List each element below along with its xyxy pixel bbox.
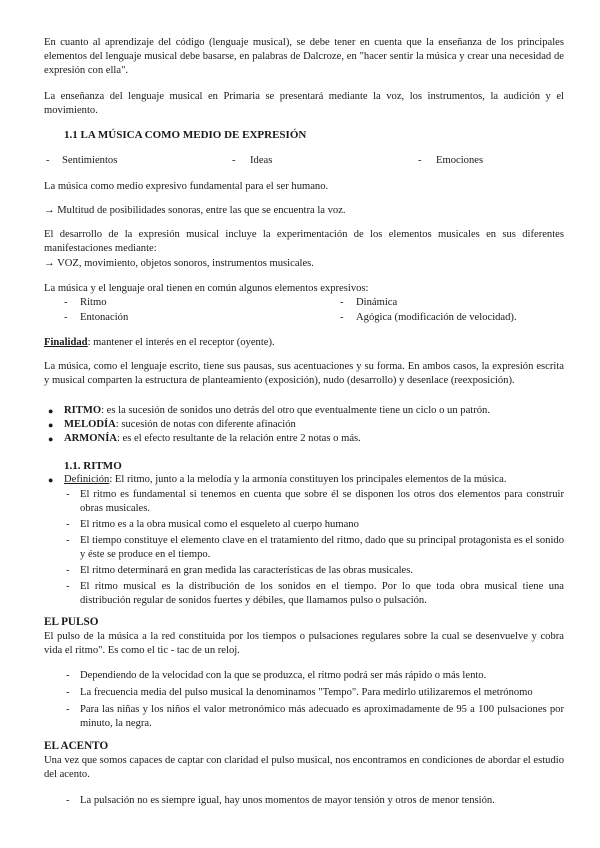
expression-types-row [44,154,564,168]
common-element-dinamica: Dinámica [356,297,398,308]
list-item: ● RITMO: es la sucesión de sonidos uno detrás del otro que eventualmente tiene un ciclo o un patrón. [48,405,491,416]
ritmo-list [44,488,564,608]
bullet-icon: ● [48,420,54,430]
intro-paragraph-2: La enseñanza del lenguaje musical en Primaria se presentará mediante la voz, los instrumentos, la audición y el movimiento. [44,91,564,116]
list-dash: - [340,312,344,323]
list-item: - El ritmo determinará en gran medida las características de las obras musicales. [66,565,413,576]
common-element-entonacion: Entonación [80,312,129,323]
common-elements-row-2 [44,311,564,325]
column-emociones: Emociones [436,155,484,166]
list-item: - Para las niñas y los niños el valor metronómico más adecuado es aproximadamente de 95 a 100 pulsaciones por minuto, la negra. [66,704,564,729]
paragraph-lenguaje-escrito: La música, como el lenguaje escrito, tiene sus pausas, sus acentuaciones y su forma. En ambos casos, la expresión escrita y musical comparten la estructura de planteamiento (exposición), nudo (desarrollo) y desenlace (reexposición). [44,361,564,386]
list-item: - El ritmo es fundamental si tenemos en cuenta que sobre él se disponen los otros dos elementos para construir obras musicales. [66,489,564,514]
acento-paragraph: Una vez que somos capaces de captar con claridad el pulso musical, nos encontramos en condiciones de abordar el estudio del acento. [44,755,564,780]
section-heading-ritmo: 1.1. RITMO [64,460,122,472]
column-dash: - [46,155,50,166]
list-item: ● MELODÍA: sucesión de notas con diferente afinación [48,419,296,430]
list-item: - La pulsación no es siempre igual, hay unos momentos de mayor tensión y otros de menor tensión. [66,795,495,806]
finalidad-text: : mantener el interés en el receptor (oyente). [87,337,275,348]
column-ideas: Ideas [250,155,273,166]
paragraph-medio-expresivo: La música como medio expresivo fundamental para el ser humano. [44,181,329,192]
ritmo-definition [44,473,564,487]
bullet-icon: ● [48,434,54,444]
finalidad-label: Finalidad [44,337,88,348]
section-heading-acento: EL ACENTO [44,740,109,752]
list-item: - Dependiendo de la velocidad con la que se produzca, el ritmo podrá ser más rápido o más lento. [66,670,487,681]
list-dash: - [64,297,68,308]
column-dash: - [418,155,422,166]
list-dash: - [64,312,68,323]
column-dash: - [232,155,236,166]
list-item: - El ritmo es a la obra musical como el esqueleto al cuerpo humano [66,519,359,530]
bullet-icon: ● [48,475,54,485]
intro-paragraph-1: En cuanto al aprendizaje del código (lenguaje musical), se debe tener en cuenta que la enseñanza de los principales elementos del lenguaje musical debe basarse, en palabras de Dalcroze, en "hacer sentir la música y crear una necesidad de expresión con ella". [44,37,564,76]
list-item: ● ARMONÍA: es el efecto resultante de la relación entre 2 notas o más. [48,433,361,444]
list-item: - El ritmo musical es la distribución de los sonidos en el tiempo. Por lo que toda obra musical tiene una distribución regular de sonidos fuertes y débiles, que llamamos pulso o pulsación. [66,581,564,606]
paragraph-multitud: → Multitud de posibilidades sonoras, entre las que se encuentra la voz. [44,205,346,216]
common-elements-row-1 [44,296,564,310]
list-item: - La frecuencia media del pulso musical la denominamos "Tempo". Para medirlo utilizaremos el metrónomo [66,687,533,698]
section-heading-pulso: EL PULSO [44,616,99,628]
common-element-ritmo: Ritmo [80,297,107,308]
section-heading-expresion: 1.1 LA MÚSICA COMO MEDIO DE EXPRESIÓN [64,129,307,141]
arrow-icon: → [44,258,55,269]
pulso-paragraph: El pulso de la música a la red constituida por los tiempos o pulsaciones regulares sobre la cual se desenvuelve y cobra vida el ritmo". Es como el tic - tac de un reloj. [44,631,564,656]
pulso-list [44,669,564,731]
list-dash: - [340,297,344,308]
column-sentimientos: Sentimientos [62,155,118,166]
common-element-agogica: Agógica (modificación de velocidad). [356,312,517,323]
paragraph-voz: → VOZ, movimiento, objetos sonoros, instrumentos musicales. [44,258,314,269]
bullet-icon: ● [48,406,54,416]
definicion-label: Definición [64,474,110,485]
paragraph-finalidad [44,336,564,350]
list-item: - El tiempo constituye el elemento clave en el tratamiento del ritmo, dado que su principal protagonista es el sonido y éste se produce en el tiempo. [66,535,564,560]
definitions-list [44,404,564,446]
paragraph-elementos-comunes: La música y el lenguaje oral tienen en común algunos elementos expresivos: [44,283,369,294]
list-item: ● Definición: El ritmo, junto a la melodía y la armonía constituyen los principales elementos de la música. [48,474,507,485]
arrow-icon: → [44,205,55,216]
paragraph-desarrollo: El desarrollo de la expresión musical incluye la experimentación de los elementos musicales en sus diferentes manifestaciones mediante: [44,229,564,254]
acento-list [44,794,564,808]
